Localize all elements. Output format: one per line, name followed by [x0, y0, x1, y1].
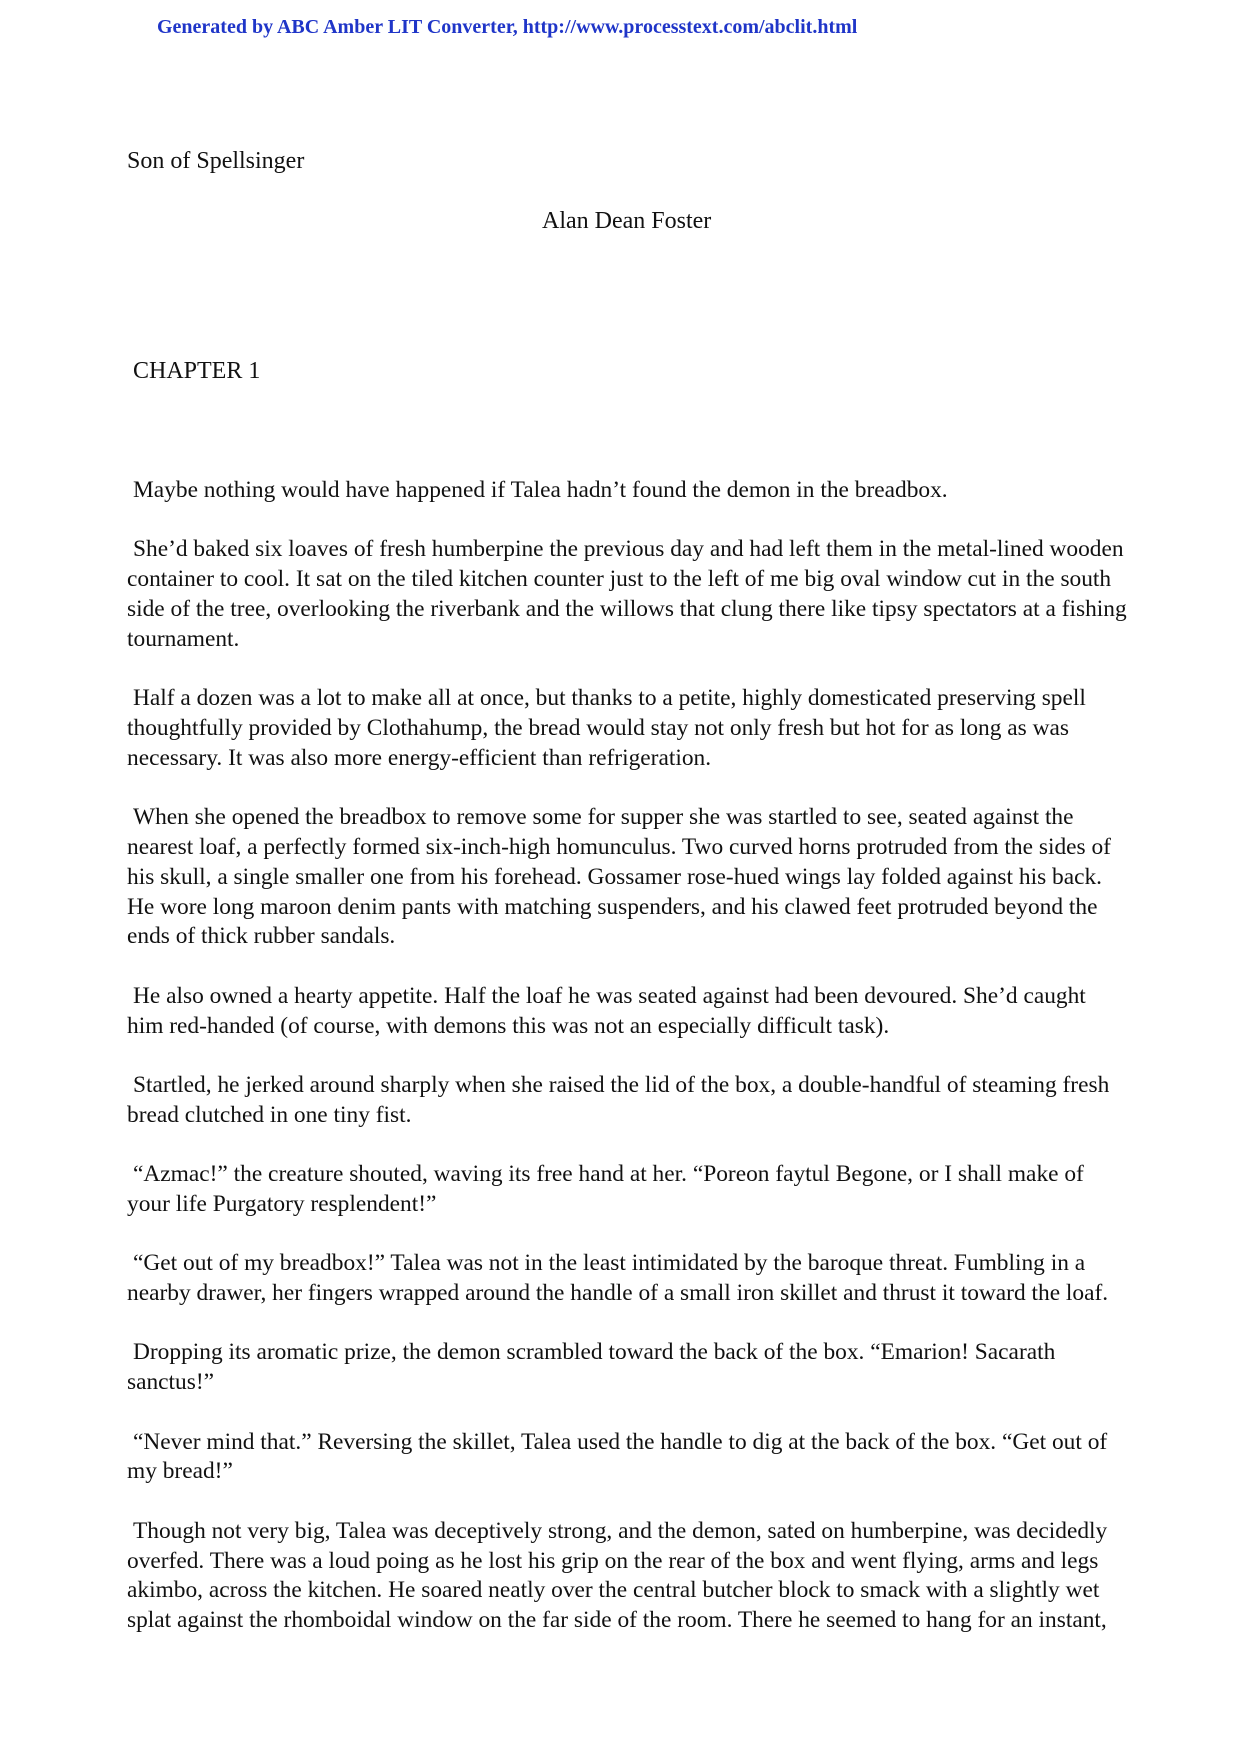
- paragraph: She’d baked six loaves of fresh humberpine the previous day and had left them in the metal-lined wooden container to cool. It sat on the tiled kitchen counter just to the left of me big oval window cut in the south side of the tree, overlooking the riverbank and the willows that clung there like tipsy spectators at a fishing tournament.: [127, 536, 1127, 652]
- chapter-body: [127, 476, 1127, 1666]
- book-title: Son of Spellsinger: [127, 148, 305, 174]
- paragraph: “Azmac!” the creature shouted, waving its free hand at her. “Poreon faytul Begone, or I shall make of your life Purgatory resplendent!”: [127, 1161, 1084, 1217]
- paragraph: Though not very big, Talea was deceptively strong, and the demon, sated on humberpine, was decidedly overfed. There was a loud poing as he lost his grip on the rear of the box and went flying, arms and legs akimbo, across the kitchen. He soared neatly over the central butcher block to smack with a slightly wet splat against the rhomboidal window on the far side of the room. There he seemed to hang for an instant,: [127, 1517, 1108, 1634]
- book-author: Alan Dean Foster: [542, 208, 712, 234]
- paragraph: “Never mind that.” Reversing the skillet, Talea used the handle to dig at the back of the box. “Get out of my bread!”: [127, 1428, 1108, 1485]
- paragraph: Half a dozen was a lot to make all at once, but thanks to a petite, highly domesticated preserving spell thoughtfully provided by Clothahump, the bread would stay not only fresh but hot for as long as was necessary. It was also more energy-efficient than refrigeration.: [127, 685, 1086, 771]
- paragraph: “Get out of my breadbox!” Talea was not in the least intimidated by the baroque threat. Fumbling in a nearby drawer, her fingers wrapped around the handle of a small iron skillet and thrust it toward the loaf.: [127, 1250, 1109, 1307]
- paragraph: Maybe nothing would have happened if Talea hadn’t found the demon in the breadbox.: [133, 477, 948, 503]
- paragraph: He also owned a hearty appetite. Half the loaf he was seated against had been devoured. She’d caught him red-handed (of course, with demons this was not an especially difficult task).: [127, 982, 1086, 1039]
- paragraph: Startled, he jerked around sharply when she raised the lid of the box, a double-handful of steaming fresh bread clutched in one tiny fist.: [127, 1071, 1110, 1128]
- converter-banner: Generated by ABC Amber LIT Converter, http://www.processtext.com/abclit.html: [157, 16, 858, 38]
- paragraph: Dropping its aromatic prize, the demon scrambled toward the back of the box. “Emarion! Sacarath sanctus!”: [127, 1339, 1056, 1396]
- paragraph: When she opened the breadbox to remove some for supper she was startled to see, seated against the nearest loaf, a perfectly formed six-inch-high homunculus. Two curved horns protruded from the sides of his skull, a single smaller one from his forehead. Gossamer rose-hued wings lay folded against his back. He wore long maroon denim pants with matching suspenders, and his clawed feet protruded beyond the ends of thick rubber sandals.: [127, 804, 1111, 950]
- chapter-heading: CHAPTER 1: [133, 358, 261, 384]
